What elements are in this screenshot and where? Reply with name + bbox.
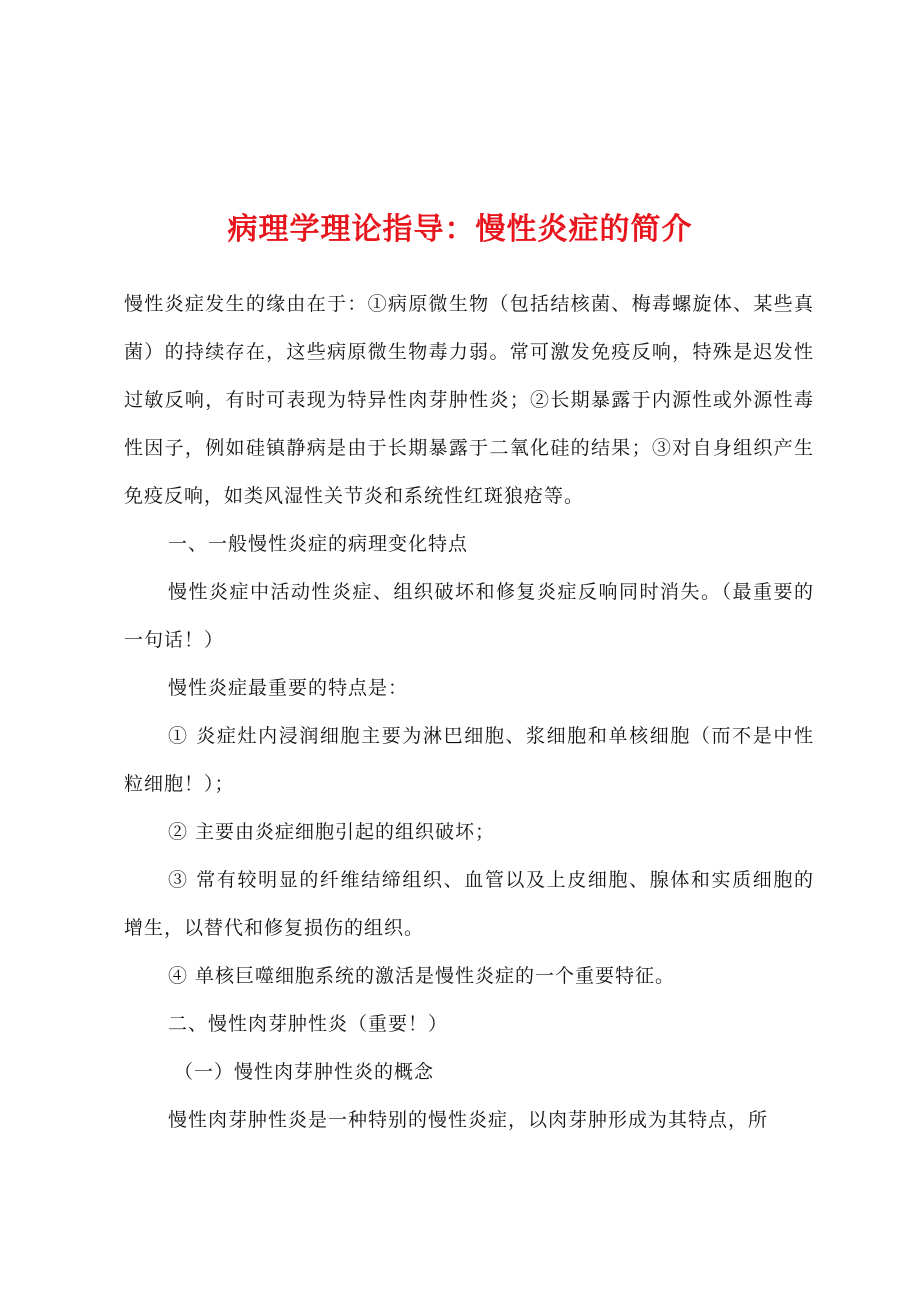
document-title: 病理学理论指导：慢性炎症的简介 xyxy=(227,212,693,248)
feature-item-3: ③ 常有较明显的纤维结缔组织、血管以及上皮细胞、腺体和实质细胞的增生，以替代和修复损伤的组织。 xyxy=(124,869,814,939)
document-body xyxy=(124,280,814,1144)
paragraph-granuloma-intro: 慢性肉芽肿性炎是一种特别的慢性炎症，以肉芽肿形成为其特点，所 xyxy=(168,1109,769,1131)
feature-item-2: ② 主要由炎症细胞引起的组织破坏； xyxy=(168,821,496,843)
paragraph-key-sentence: 慢性炎症中活动性炎症、组织破坏和修复炎症反响同时消失。（最重要的一句话！） xyxy=(124,581,814,651)
subsection-heading-1: （一）慢性肉芽肿性炎的概念 xyxy=(174,1061,435,1083)
section-heading-1: 一、一般慢性炎症的病理变化特点 xyxy=(168,533,469,555)
paragraph-features-lead: 慢性炎症最重要的特点是： xyxy=(168,677,409,699)
feature-item-1: ① 炎症灶内浸润细胞主要为淋巴细胞、浆细胞和单核细胞（而不是中性粒细胞！）； xyxy=(124,725,814,795)
paragraph-intro: 慢性炎症发生的缘由在于：①病原微生物（包括结核菌、梅毒螺旋体、某些真菌）的持续存在，这些病原微生物毒力弱。常可激发免疫反响，特殊是迟发性过敏反响，有时可表现为特异性肉芽肿性炎；②长期暴露于内源性或外源性毒性因子，例如硅镇静病是由于长期暴露于二氧化硅的结果；③对自身组织产生免疫反响，如类风湿性关节炎和系统性红斑狼疮等。 xyxy=(124,293,814,507)
section-heading-2: 二、慢性肉芽肿性炎（重要！） xyxy=(168,1013,449,1035)
feature-item-4: ④ 单核巨噬细胞系统的激活是慢性炎症的一个重要特征。 xyxy=(168,965,676,987)
